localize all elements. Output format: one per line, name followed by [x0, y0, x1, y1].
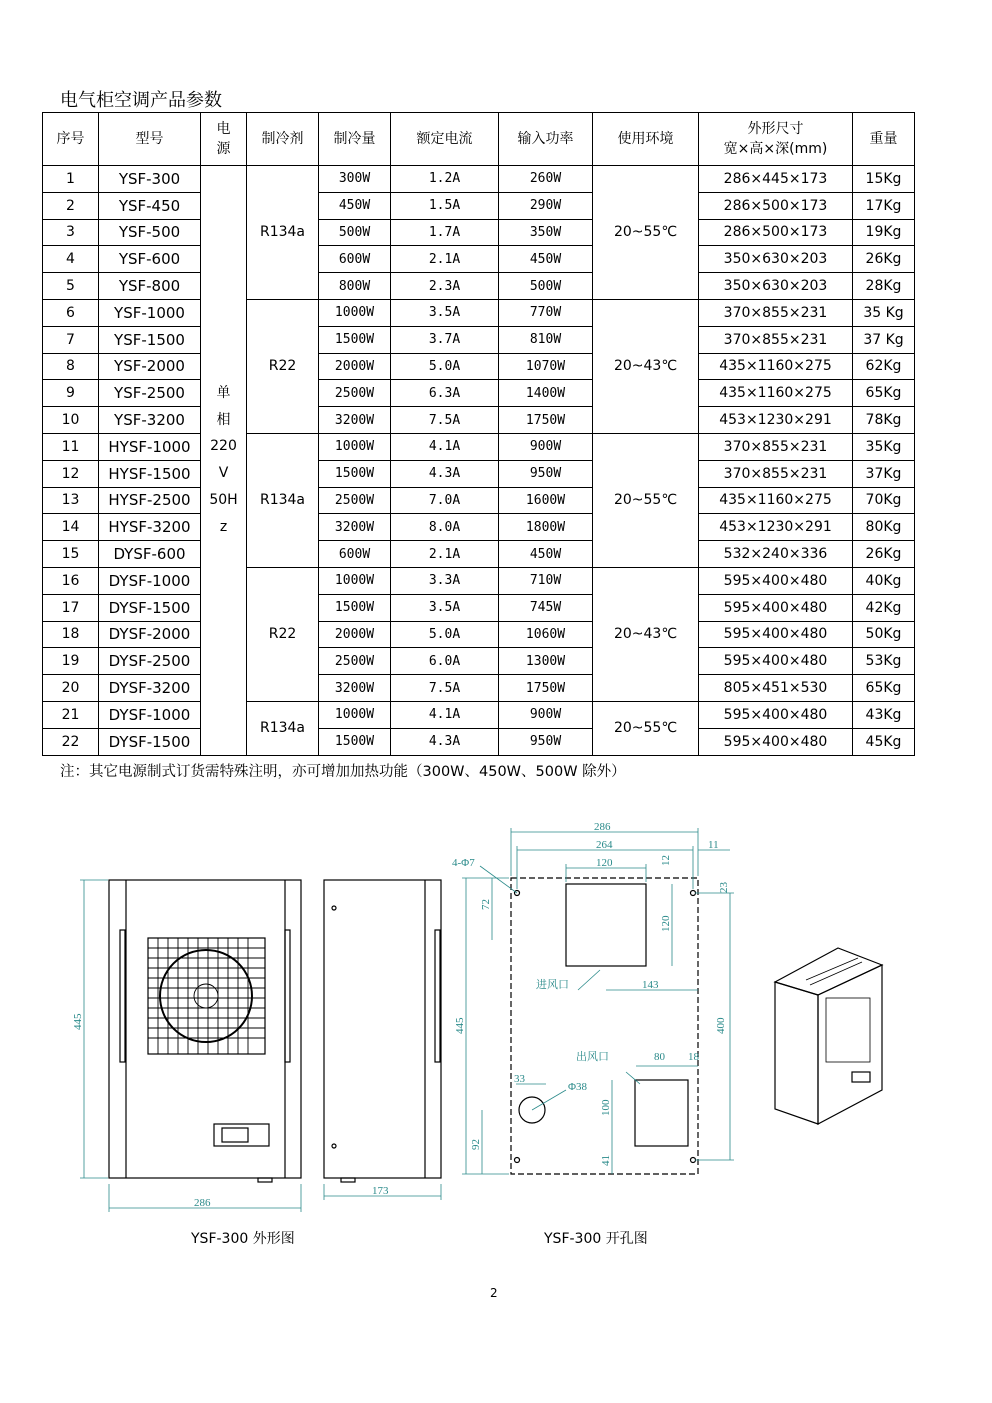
cell-weight: 65Kg — [853, 380, 915, 407]
table-row — [43, 675, 915, 702]
table-body — [43, 166, 915, 756]
header-environment: 使用环境 — [593, 113, 699, 166]
caption-outline: YSF-300 外形图 — [191, 1231, 295, 1247]
cell-index: 22 — [43, 728, 99, 755]
cell-model: HYSF-2500 — [99, 487, 201, 514]
table-row — [43, 728, 915, 755]
cell-refrigerant: R134a — [247, 166, 319, 300]
dim-front-width: 286 — [194, 1197, 211, 1209]
cell-weight: 26Kg — [853, 541, 915, 568]
table-row — [43, 648, 915, 675]
cell-index: 9 — [43, 380, 99, 407]
dim-side-depth: 173 — [372, 1185, 389, 1197]
cell-weight: 62Kg — [853, 353, 915, 380]
cell-model: YSF-600 — [99, 246, 201, 273]
dim-cut-120-side: 120 — [660, 915, 672, 932]
cell-model: YSF-1000 — [99, 299, 201, 326]
cell-weight: 17Kg — [853, 192, 915, 219]
cell-current: 3.5A — [391, 594, 499, 621]
cell-cooling: 300W — [319, 166, 391, 193]
product-spec-table — [42, 112, 915, 756]
table-row — [43, 246, 915, 273]
isometric-view — [775, 948, 882, 1124]
cell-cooling: 3200W — [319, 675, 391, 702]
front-view-outline — [109, 880, 301, 1182]
cell-input-power: 950W — [499, 728, 593, 755]
cell-cooling: 1500W — [319, 326, 391, 353]
cell-model: DYSF-1000 — [99, 567, 201, 594]
header-power: 电 源 — [201, 113, 247, 166]
cell-power-supply — [201, 166, 247, 756]
cell-dimensions: 595×400×480 — [699, 621, 853, 648]
table-row — [43, 433, 915, 460]
cell-current: 3.5A — [391, 299, 499, 326]
table-row — [43, 299, 915, 326]
cell-model: DYSF-600 — [99, 541, 201, 568]
dim-cut-80: 80 — [654, 1051, 665, 1063]
cell-current: 7.5A — [391, 407, 499, 434]
dim-cut-33: 33 — [514, 1073, 525, 1085]
cell-dimensions: 350×630×203 — [699, 273, 853, 300]
cell-index: 21 — [43, 701, 99, 728]
cell-current: 4.1A — [391, 701, 499, 728]
table-row — [43, 353, 915, 380]
cell-input-power: 1300W — [499, 648, 593, 675]
table-row — [43, 487, 915, 514]
table-row — [43, 192, 915, 219]
cell-weight: 35 Kg — [853, 299, 915, 326]
cell-index: 8 — [43, 353, 99, 380]
cell-cooling: 500W — [319, 219, 391, 246]
table-row — [43, 567, 915, 594]
cell-weight: 65Kg — [853, 675, 915, 702]
cell-dimensions: 370×855×231 — [699, 326, 853, 353]
cell-input-power: 745W — [499, 594, 593, 621]
cell-weight: 26Kg — [853, 246, 915, 273]
cell-cooling: 600W — [319, 541, 391, 568]
cell-model: YSF-500 — [99, 219, 201, 246]
cell-current: 4.1A — [391, 433, 499, 460]
cell-input-power: 1750W — [499, 675, 593, 702]
dim-cut-d38: Φ38 — [568, 1081, 588, 1093]
cell-model: HYSF-1000 — [99, 433, 201, 460]
cell-model: DYSF-1500 — [99, 728, 201, 755]
dim-cut-23: 23 — [718, 882, 730, 893]
cell-index: 15 — [43, 541, 99, 568]
dim-cut-41: 41 — [600, 1155, 612, 1166]
cell-model: YSF-3200 — [99, 407, 201, 434]
cell-model: YSF-300 — [99, 166, 201, 193]
label-outlet: 出风口 — [576, 1051, 609, 1063]
front-view-grille — [148, 938, 265, 1054]
cell-current: 5.0A — [391, 621, 499, 648]
cell-weight: 28Kg — [853, 273, 915, 300]
table-header-row — [43, 113, 915, 166]
header-cooling: 制冷量 — [319, 113, 391, 166]
cell-cooling: 2500W — [319, 648, 391, 675]
table-row — [43, 219, 915, 246]
power-supply-line: 220 — [210, 438, 237, 455]
header-current: 额定电流 — [391, 113, 499, 166]
cell-dimensions: 805×451×530 — [699, 675, 853, 702]
cell-dimensions: 350×630×203 — [699, 246, 853, 273]
cell-cooling: 2500W — [319, 380, 391, 407]
cell-dimensions: 595×400×480 — [699, 594, 853, 621]
cell-dimensions: 595×400×480 — [699, 728, 853, 755]
cell-dimensions: 370×855×231 — [699, 460, 853, 487]
dim-cut-445: 445 — [454, 1017, 466, 1034]
cell-input-power: 1600W — [499, 487, 593, 514]
cell-weight: 19Kg — [853, 219, 915, 246]
cell-dimensions: 286×445×173 — [699, 166, 853, 193]
cell-input-power: 450W — [499, 541, 593, 568]
cell-dimensions: 595×400×480 — [699, 701, 853, 728]
cell-model: YSF-800 — [99, 273, 201, 300]
cell-index: 19 — [43, 648, 99, 675]
cell-index: 16 — [43, 567, 99, 594]
dim-cut-18: 18 — [688, 1051, 699, 1063]
cell-input-power: 1400W — [499, 380, 593, 407]
cell-model: YSF-2000 — [99, 353, 201, 380]
cell-cooling: 2000W — [319, 621, 391, 648]
dim-front-height: 445 — [72, 1013, 84, 1030]
table-row — [43, 380, 915, 407]
cell-dimensions: 286×500×173 — [699, 192, 853, 219]
cell-current: 8.0A — [391, 514, 499, 541]
cell-cooling: 2000W — [319, 353, 391, 380]
page-number: 2 — [490, 1286, 498, 1300]
cell-cooling: 800W — [319, 273, 391, 300]
power-supply-line: V — [218, 465, 229, 482]
header-input-power: 输入功率 — [499, 113, 593, 166]
cell-model: YSF-1500 — [99, 326, 201, 353]
cell-cooling: 3200W — [319, 514, 391, 541]
cell-input-power: 500W — [499, 273, 593, 300]
cell-current: 1.5A — [391, 192, 499, 219]
cell-current: 3.7A — [391, 326, 499, 353]
cell-current: 1.2A — [391, 166, 499, 193]
cell-current: 2.3A — [391, 273, 499, 300]
cell-dimensions: 435×1160×275 — [699, 380, 853, 407]
header-index: 序号 — [43, 113, 99, 166]
cell-weight: 80Kg — [853, 514, 915, 541]
cell-dimensions: 286×500×173 — [699, 219, 853, 246]
cell-weight: 50Kg — [853, 621, 915, 648]
cell-dimensions: 435×1160×275 — [699, 353, 853, 380]
cell-input-power: 1060W — [499, 621, 593, 648]
cell-index: 12 — [43, 460, 99, 487]
cell-weight: 37 Kg — [853, 326, 915, 353]
cell-model: DYSF-1500 — [99, 594, 201, 621]
cell-current: 1.7A — [391, 219, 499, 246]
cell-weight: 70Kg — [853, 487, 915, 514]
dim-cut-72: 72 — [480, 899, 492, 910]
table-row — [43, 326, 915, 353]
power-supply-line: 50H — [209, 492, 238, 509]
cell-cooling: 1000W — [319, 701, 391, 728]
cell-weight: 45Kg — [853, 728, 915, 755]
side-view-outline — [324, 880, 441, 1182]
cell-refrigerant: R134a — [247, 433, 319, 567]
footnote: 注：其它电源制式订货需特殊注明，亦可增加加热功能（300W、450W、500W 除外） — [60, 764, 626, 780]
cell-cooling: 1500W — [319, 594, 391, 621]
cell-input-power: 1070W — [499, 353, 593, 380]
header-dimensions: 外形尺寸 宽×高×深(mm) — [699, 113, 853, 166]
dim-cut-120-top: 120 — [596, 857, 613, 869]
cell-index: 17 — [43, 594, 99, 621]
cell-index: 10 — [43, 407, 99, 434]
cell-index: 20 — [43, 675, 99, 702]
cell-weight: 37Kg — [853, 460, 915, 487]
cell-model: YSF-450 — [99, 192, 201, 219]
cell-weight: 43Kg — [853, 701, 915, 728]
caption-cutout: YSF-300 开孔图 — [544, 1231, 648, 1247]
cell-model: DYSF-3200 — [99, 675, 201, 702]
cell-model: HYSF-1500 — [99, 460, 201, 487]
cell-input-power: 350W — [499, 219, 593, 246]
cell-current: 6.0A — [391, 648, 499, 675]
cell-cooling: 600W — [319, 246, 391, 273]
document-title: 电气柜空调产品参数 — [60, 90, 222, 111]
cell-cooling: 1000W — [319, 433, 391, 460]
dim-cut-400: 400 — [715, 1017, 727, 1034]
cell-input-power: 900W — [499, 701, 593, 728]
dim-cut-286: 286 — [594, 821, 611, 833]
cell-environment: 20~55℃ — [593, 166, 699, 300]
cell-index: 1 — [43, 166, 99, 193]
label-inlet: 进风口 — [536, 979, 569, 991]
cell-current: 6.3A — [391, 380, 499, 407]
cell-input-power: 770W — [499, 299, 593, 326]
technical-drawings — [0, 810, 992, 1230]
cell-input-power: 260W — [499, 166, 593, 193]
cell-current: 2.1A — [391, 541, 499, 568]
cell-cooling: 3200W — [319, 407, 391, 434]
cell-model: DYSF-1000 — [99, 701, 201, 728]
cell-environment: 20~43℃ — [593, 299, 699, 433]
cell-dimensions: 370×855×231 — [699, 299, 853, 326]
cell-index: 14 — [43, 514, 99, 541]
cell-model: HYSF-3200 — [99, 514, 201, 541]
cell-cooling: 450W — [319, 192, 391, 219]
cell-dimensions: 453×1230×291 — [699, 407, 853, 434]
cell-dimensions: 532×240×336 — [699, 541, 853, 568]
table-row — [43, 541, 915, 568]
cell-dimensions: 435×1160×275 — [699, 487, 853, 514]
dim-cut-11: 11 — [708, 839, 719, 851]
cell-dimensions: 370×855×231 — [699, 433, 853, 460]
cell-index: 13 — [43, 487, 99, 514]
cell-refrigerant: R22 — [247, 299, 319, 433]
cell-dimensions: 595×400×480 — [699, 648, 853, 675]
cell-model: YSF-2500 — [99, 380, 201, 407]
cell-input-power: 710W — [499, 567, 593, 594]
dim-cut-100: 100 — [600, 1099, 612, 1116]
cell-weight: 53Kg — [853, 648, 915, 675]
table-row — [43, 621, 915, 648]
cell-index: 18 — [43, 621, 99, 648]
cell-weight: 15Kg — [853, 166, 915, 193]
dim-cut-92: 92 — [470, 1139, 482, 1150]
cell-index: 3 — [43, 219, 99, 246]
cell-weight: 35Kg — [853, 433, 915, 460]
cell-environment: 20~55℃ — [593, 701, 699, 755]
cell-current: 7.5A — [391, 675, 499, 702]
cell-input-power: 450W — [499, 246, 593, 273]
cell-cooling: 1500W — [319, 728, 391, 755]
cell-input-power: 900W — [499, 433, 593, 460]
cell-dimensions: 595×400×480 — [699, 567, 853, 594]
cell-current: 5.0A — [391, 353, 499, 380]
cell-cooling: 2500W — [319, 487, 391, 514]
header-model: 型号 — [99, 113, 201, 166]
cell-current: 4.3A — [391, 728, 499, 755]
table-row — [43, 701, 915, 728]
cell-cooling: 1000W — [319, 567, 391, 594]
table-row — [43, 460, 915, 487]
power-supply-line: z — [219, 518, 228, 535]
table-row — [43, 273, 915, 300]
table-row — [43, 594, 915, 621]
header-weight: 重量 — [853, 113, 915, 166]
cell-weight: 40Kg — [853, 567, 915, 594]
table-row — [43, 514, 915, 541]
cell-index: 4 — [43, 246, 99, 273]
dimension-labels — [72, 821, 730, 1209]
header-refrigerant: 制冷剂 — [247, 113, 319, 166]
cell-dimensions: 453×1230×291 — [699, 514, 853, 541]
power-supply-line: 相 — [216, 411, 231, 428]
cell-index: 5 — [43, 273, 99, 300]
dim-cut-143: 143 — [642, 979, 659, 991]
cell-refrigerant: R22 — [247, 567, 319, 701]
cell-index: 7 — [43, 326, 99, 353]
cell-weight: 42Kg — [853, 594, 915, 621]
cell-input-power: 1800W — [499, 514, 593, 541]
cell-weight: 78Kg — [853, 407, 915, 434]
cell-current: 3.3A — [391, 567, 499, 594]
cell-current: 4.3A — [391, 460, 499, 487]
dim-cut-264: 264 — [596, 839, 613, 851]
cell-current: 2.1A — [391, 246, 499, 273]
cell-model: DYSF-2500 — [99, 648, 201, 675]
cell-index: 2 — [43, 192, 99, 219]
cell-current: 7.0A — [391, 487, 499, 514]
cell-input-power: 810W — [499, 326, 593, 353]
cell-model: DYSF-2000 — [99, 621, 201, 648]
cell-input-power: 1750W — [499, 407, 593, 434]
cell-environment: 20~43℃ — [593, 567, 699, 701]
cell-environment: 20~55℃ — [593, 433, 699, 567]
table-row — [43, 407, 915, 434]
cell-cooling: 1500W — [319, 460, 391, 487]
cell-cooling: 1000W — [319, 299, 391, 326]
cell-refrigerant: R134a — [247, 701, 319, 755]
power-supply-line: 单 — [216, 384, 231, 401]
cell-index: 6 — [43, 299, 99, 326]
dim-cut-holes: 4-Φ7 — [452, 857, 475, 869]
cell-input-power: 950W — [499, 460, 593, 487]
table-row — [43, 166, 915, 193]
cell-input-power: 290W — [499, 192, 593, 219]
cell-index: 11 — [43, 433, 99, 460]
dim-cut-12: 12 — [660, 855, 672, 866]
